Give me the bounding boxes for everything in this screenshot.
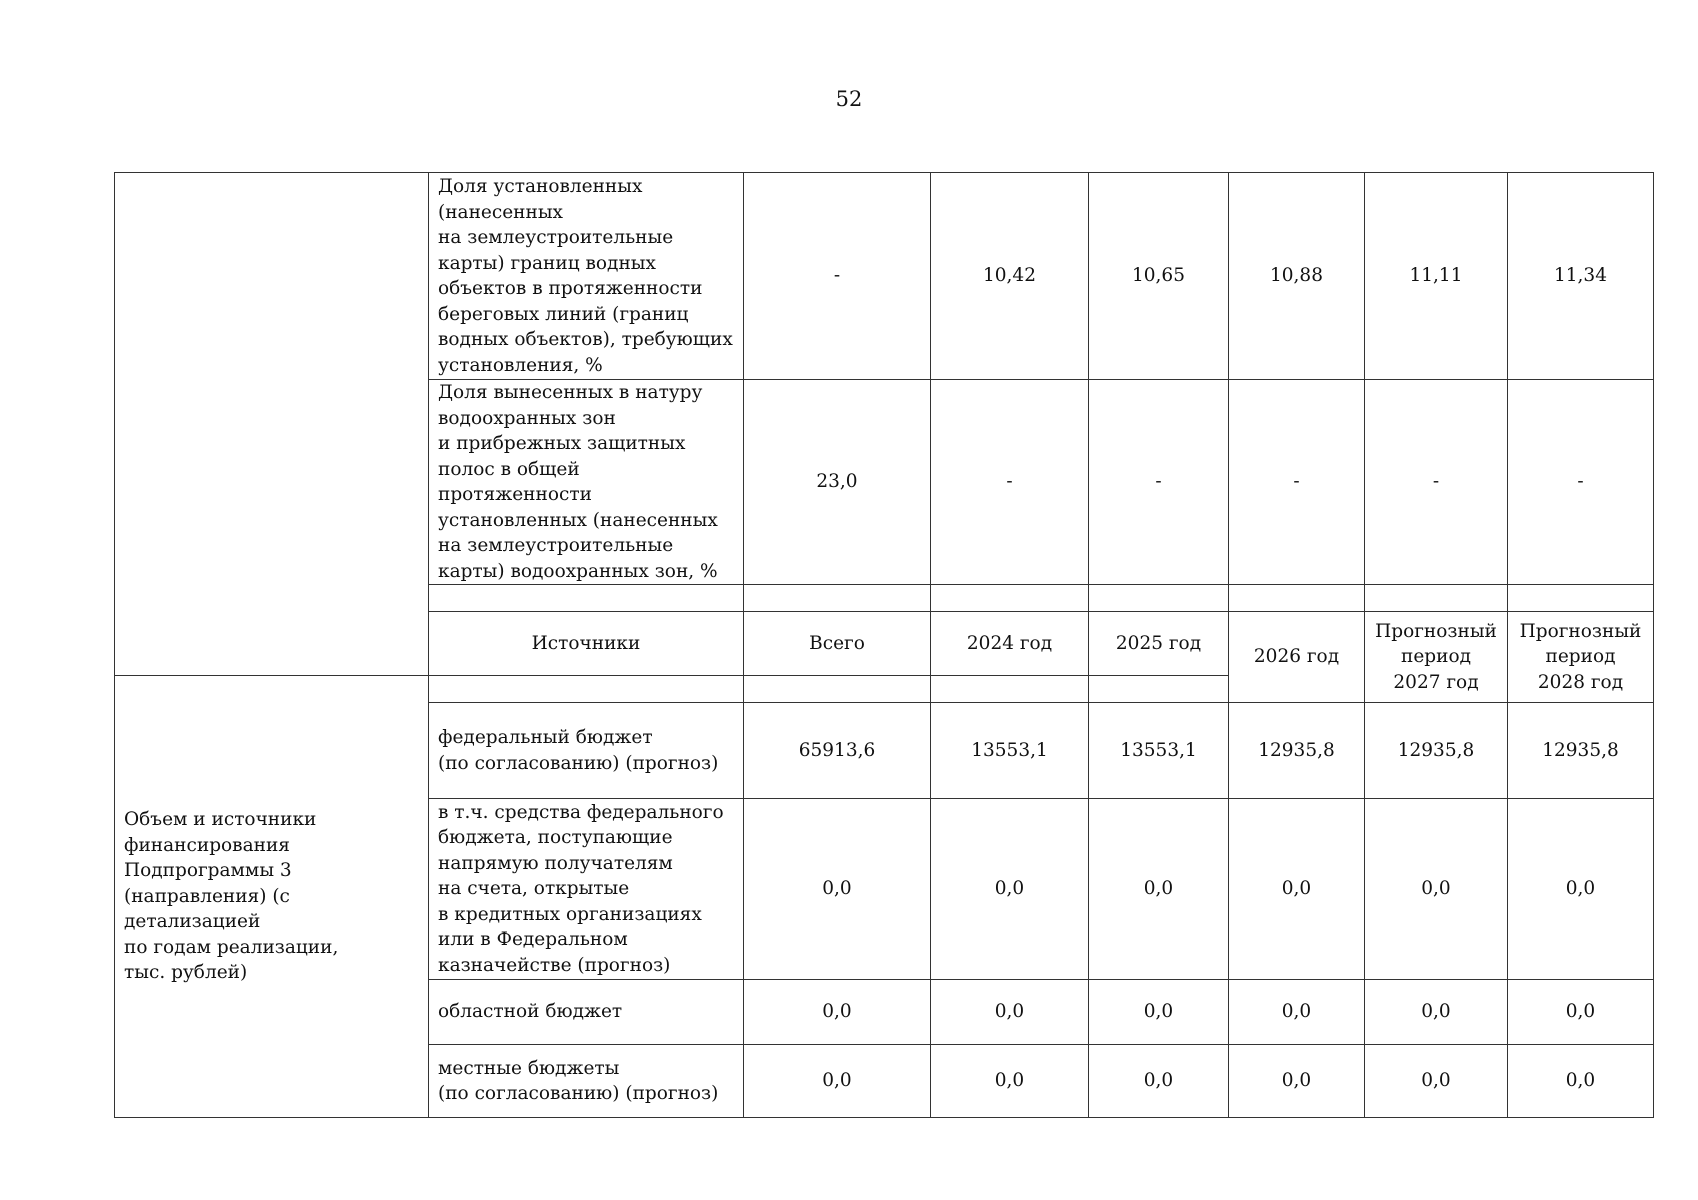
funding-2027: 0,0	[1365, 799, 1508, 980]
empty-cell	[744, 676, 931, 703]
header-2024: 2024 год	[931, 612, 1089, 676]
funding-source: федеральный бюджет (по согласованию) (прогноз)	[429, 703, 744, 799]
indicator-value-2026: 10,88	[1229, 173, 1365, 380]
empty-cell	[429, 676, 744, 703]
funding-total: 0,0	[744, 799, 931, 980]
indicator-label: Доля установленных (нанесенных на землеустроительные карты) границ водных объектов в протяженности береговых линий (границ водных объектов), требующих установления, %	[429, 173, 744, 380]
funding-source: в т.ч. средства федерального бюджета, поступающие напрямую получателям на счета, открытые в кредитных организациях или в Федеральном казначействе (прогноз)	[429, 799, 744, 980]
indicator-value-2025: -	[1089, 380, 1229, 585]
indicator-value-2027: 11,11	[1365, 173, 1508, 380]
header-total: Всего	[744, 612, 931, 676]
funding-2024: 13553,1	[931, 703, 1089, 799]
empty-cell	[744, 585, 931, 612]
header-sources: Источники	[429, 612, 744, 676]
funding-total: 0,0	[744, 980, 931, 1045]
program-table	[114, 172, 1654, 1118]
funding-source: местные бюджеты (по согласованию) (прогноз)	[429, 1045, 744, 1118]
header-2028: Прогнозный период 2028 год	[1508, 612, 1654, 703]
funding-2025: 13553,1	[1089, 703, 1229, 799]
empty-cell	[931, 585, 1089, 612]
header-2025: 2025 год	[1089, 612, 1229, 676]
funding-2028: 0,0	[1508, 980, 1654, 1045]
indicator-value-2025: 10,65	[1089, 173, 1229, 380]
funding-source: областной бюджет	[429, 980, 744, 1045]
funding-2024: 0,0	[931, 1045, 1089, 1118]
indicator-value-2026: -	[1229, 380, 1365, 585]
funding-total: 65913,6	[744, 703, 931, 799]
funding-2028: 0,0	[1508, 799, 1654, 980]
indicator-value-base: -	[744, 173, 931, 380]
funding-2026: 0,0	[1229, 980, 1365, 1045]
funding-total: 0,0	[744, 1045, 931, 1118]
header-2026: 2026 год	[1229, 612, 1365, 703]
empty-cell	[429, 585, 744, 612]
empty-cell	[931, 676, 1089, 703]
section-label: Объем и источники финансирования Подпрограммы 3 (направления) (с детализацией по годам реализации, тыс. рублей)	[115, 676, 429, 1118]
funding-2025: 0,0	[1089, 980, 1229, 1045]
empty-cell	[1229, 585, 1365, 612]
funding-2027: 0,0	[1365, 980, 1508, 1045]
funding-2024: 0,0	[931, 980, 1089, 1045]
blank-label-cell	[115, 173, 429, 676]
indicator-label: Доля вынесенных в натуру водоохранных зон и прибрежных защитных полос в общей протяженности установленных (нанесенных на землеустроительные карты) водоохранных зон, %	[429, 380, 744, 585]
indicator-value-2024: 10,42	[931, 173, 1089, 380]
header-2027: Прогнозный период 2027 год	[1365, 612, 1508, 703]
funding-2027: 0,0	[1365, 1045, 1508, 1118]
funding-2025: 0,0	[1089, 799, 1229, 980]
funding-2026: 0,0	[1229, 1045, 1365, 1118]
funding-2028: 12935,8	[1508, 703, 1654, 799]
empty-cell	[1089, 676, 1229, 703]
indicator-value-2027: -	[1365, 380, 1508, 585]
indicator-value-base: 23,0	[744, 380, 931, 585]
funding-2027: 12935,8	[1365, 703, 1508, 799]
indicator-value-2028: 11,34	[1508, 173, 1654, 380]
empty-cell	[1089, 585, 1229, 612]
indicator-value-2024: -	[931, 380, 1089, 585]
indicator-value-2028: -	[1508, 380, 1654, 585]
funding-2028: 0,0	[1508, 1045, 1654, 1118]
empty-cell	[1365, 585, 1508, 612]
page-number: 52	[835, 87, 863, 111]
funding-2026: 12935,8	[1229, 703, 1365, 799]
funding-2024: 0,0	[931, 799, 1089, 980]
funding-2025: 0,0	[1089, 1045, 1229, 1118]
indicator-row	[115, 173, 1654, 380]
empty-cell	[1508, 585, 1654, 612]
funding-2026: 0,0	[1229, 799, 1365, 980]
